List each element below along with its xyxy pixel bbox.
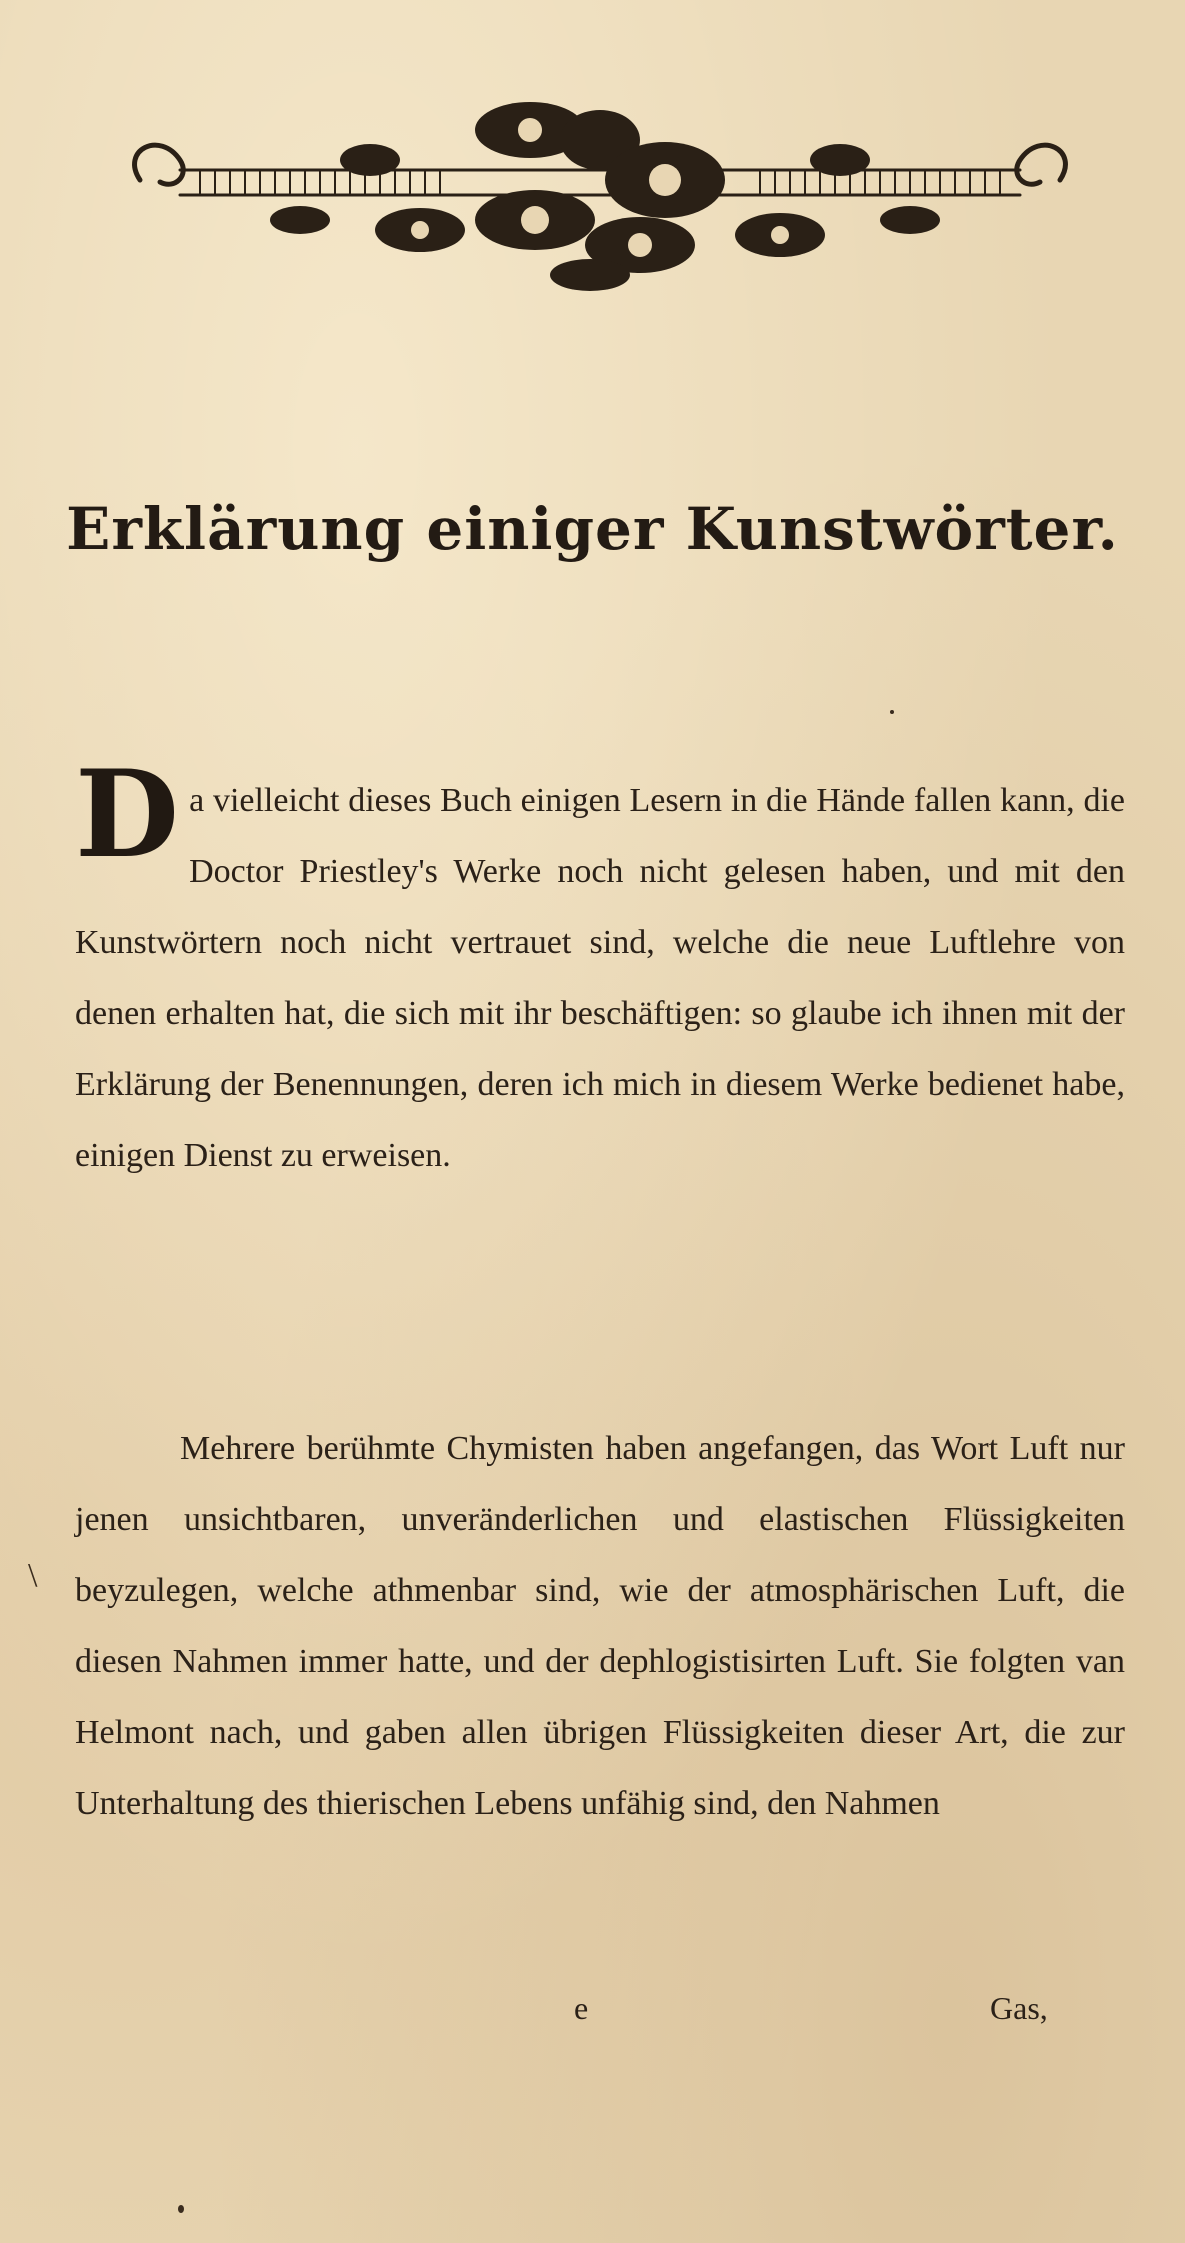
signature-mark: e [574, 1990, 589, 2026]
page-footer [0, 1990, 1185, 2050]
catchword: Gas, [990, 1990, 1048, 2026]
paragraph-1 [75, 744, 1125, 1191]
margin-mark: \ [28, 1557, 38, 1594]
paragraph-1-text: a vielleicht dieses Buch einigen Lesern in die Hände fallen kann, die Doctor Priestley's Werke noch nicht gelesen haben, und mit den Kunstwörtern noch nicht vertrauet sind, welche die neue Luftlehre von denen erhalten hat, die sich mit ihr beschäftigen: so glaube ich ihnen mit der Erklärung der Benennungen, deren ich mich in diesem Werke bedienet habe, einigen Dienst zu erweisen. [75, 782, 1125, 1174]
ink-speck [890, 710, 894, 714]
drop-cap: D [75, 744, 180, 885]
decorative-headpiece-ornament [120, 70, 1080, 310]
page-title: Erklärung einiger Kunstwörter. [66, 495, 1119, 563]
paragraph-2 [75, 1413, 1125, 1839]
paragraph-2-text: Mehrere berühmte Chymisten haben angefangen, das Wort Luft nur jenen unsichtbaren, unveränderlichen und elastischen Flüssigkeiten beyzulegen, welche athmenbar sind, wie der atmosphärischen Luft, die diesen Nahmen immer hatte, und der dephlogistisirten Luft. Sie folgten van Helmont nach, und gaben allen übrigen Flüssigkeiten dieser Art, die zur Unterhaltung des thierischen Lebens unfähig sind, den Nahmen [75, 1430, 1125, 1822]
ink-speck [178, 2205, 184, 2213]
